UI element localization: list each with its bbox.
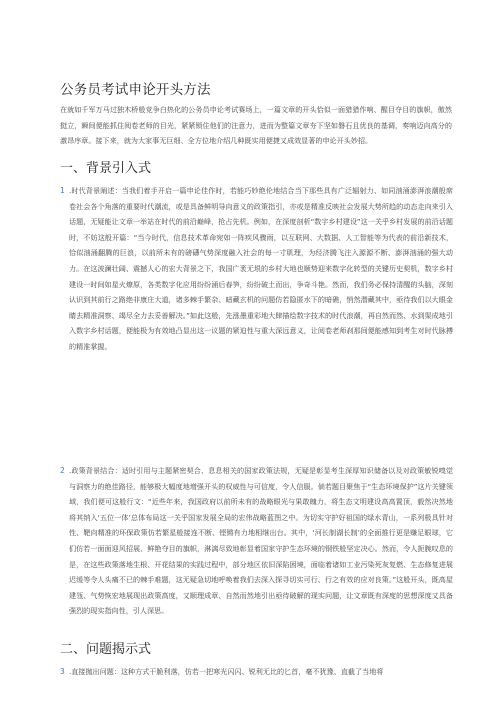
section-heading-background: 一、背景引入式	[60, 161, 152, 176]
list-item	[60, 463, 453, 619]
list-item	[60, 664, 453, 680]
item-number: 2	[60, 466, 65, 475]
item-text: .直接抛出问题：这种方式干脆利落，仿若一把寒光闪闪、锐利无比的匕首，毫不犹豫、直截了当地将	[69, 667, 384, 676]
page-title: 公务员考试申论开头方法	[60, 82, 211, 98]
item-text: .政策背景结合：适时引用与主题紧密契合、息息相关的国家政策法规，无疑是彰显考生深厚知识储备以及对政策敏锐嗅觉与洞察力的绝佳路径，能够极大幅度地增强开头的权威性与可信度，令人信服。倘若题目聚焦于“生态环境保护”这片关键领域，我们便可这般行文：“近些年来，我国政府以前所未有的战略眼光与果敢魄力，将生态文明建设高高置顶，毅然决然地将其纳入‘五位一体’总体布局这一关乎国家发展全局的宏伟战略蓝图之中。为切实守护好祖国的绿水青山，一系列极具针对性、靶向精准的环保政策仿若繁星般接连不断、铿锵有力地相继出台。其中，‘河长制湖长制’的全面推行更是赚足眼球，它们仿若一面面迎风招展、鲜艳夺目的旗帜，淋漓尽致地彰显着国家守护生态环境的钢铁般坚定决心。然而，令人扼腕叹息的是，在这些政策落地生根、开花结果的实践过程中，部分地区依旧深陷困境，面临着诸如工业污染死灰复燃、生态修复进展迟缓等令人头痛不已的棘手难题，这无疑急切地呼唤着我们去深入探寻切实可行、行之有效的应对良策。”这般开头，既高屋建瓴、气势恢宏地展现出政策高度，又顺理成章、自然而然地引出亟待破解的现实问题，让文章既有深度的思想深度又具备强烈的现实指向性，引人深思。	[69, 466, 453, 616]
section-heading-problem: 二、问题揭示式	[60, 642, 152, 657]
item-number: 1	[60, 186, 65, 195]
list-item	[60, 183, 453, 355]
intro-paragraph: 在就如千军万马过独木桥般竞争白热化的公务员申论考试赛场上，一篇文章的开头恰似一面猎猎作响、醒目夺目的旗帜，傲然挺立，瞬间便能抓住阅卷老师的目光，紧紧锁住他们的注意力，进而为整篇文章夯下坚如磐石且优良的基调，奏响迈向高分的激昂序章。接下来，就为大家事无巨细、全方位地介绍几种既实用便捷又成效显著的申论开头妙招。	[60, 105, 452, 146]
item-number: 3	[60, 667, 65, 676]
item-text: .时代背景阐述：当我们着手开启一篇申论佳作时，若能巧妙绝伦地结合当下那些具有广泛辐射力、如同汹涌澎湃浪潮般席卷社会各个角落的重要时代潮流，或是具备鲜明导向意义的政策指引，亦或是精准反映社会发展大势所趋的动态走向来引入话题，无疑能让文章一举站在时代的前沿巅峰，抢占先机。例如，在深度剖析“数字乡村建设”这一关乎乡村发展的前沿话题时，不妨这般开篇：“当今时代，信息技术革命宛如一阵疾风骤雨，以互联网、大数据、人工智能等为代表的前沿新技术，恰似汹涌翻腾的巨浪，以前所未有的磅礴气势深度融入社会的每一寸肌理，为经济腾飞注入源源不断、澎湃汹涌的强大动力。在这波澜壮阔、震撼人心的宏大背景之下，我国广袤无垠的乡村大地也顺势迎来数字化转型的关键历史契机，数字乡村建设一时间如星火燎原，各类数字化应用纷纷涌后春笋，纷纷破土而出，争奇斗艳。然而，我们务必保持清醒的头脑，深刻认识到其前行之路绝非康庄大道，诸多棘手繁杂、暗藏玄机的问题仿若隐匿水下的暗礁，悄然潜藏其中，亟待我们以大眼金睛去精准洞察、竭尽全力去妥善解决。”如此这般，先涨墨重彩地大肆描绘数字技术的时代浪潮，再自然而然、水到渠成地引入数字乡村话题，便能极为有效地凸显出这一议题的紧迫性与重大深远意义，让阅卷老师刹那间便能感知到考生对时代脉搏的精准掌握。	[69, 186, 453, 351]
